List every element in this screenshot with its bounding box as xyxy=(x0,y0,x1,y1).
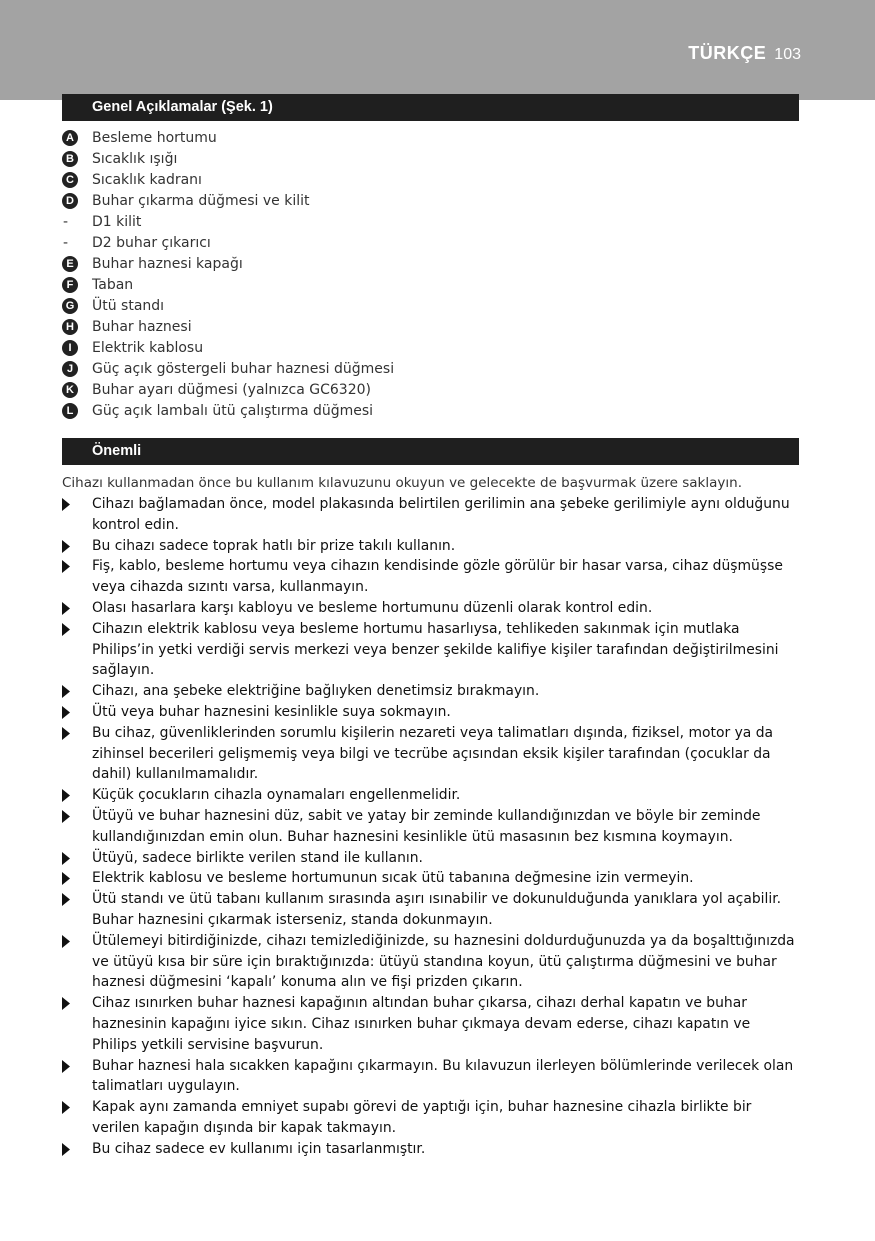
bullet-icon xyxy=(62,727,70,740)
warning-text: Küçük çocukların cihazla oynamaları engellenmelidir. xyxy=(92,787,461,804)
bullet-icon xyxy=(62,810,70,823)
warning-text: Ütüyü ve buhar haznesini düz, sabit ve yatay bir zeminde kullandığınızdan ve böyle bir zeminde kullandığınızdan emin olun. Buhar haznesini kesinlikle ütü masasının bez kısmına koymayın. xyxy=(92,807,761,845)
warning-text: Cihazı bağlamadan önce, model plakasında belirtilen gerilimin ana şebeke gerilimiyle aynı olduğunu kontrol edin. xyxy=(92,496,790,533)
dash-marker: - xyxy=(63,234,69,251)
part-marker xyxy=(62,256,92,272)
warning-item xyxy=(62,1097,799,1139)
warning-text: Cihazı, ana şebeke elektriğine bağlıyken denetimsiz bırakmayın. xyxy=(92,683,540,700)
part-label: Sıcaklık kadranı xyxy=(92,171,202,188)
part-item xyxy=(62,295,799,316)
part-marker xyxy=(62,277,92,293)
part-item xyxy=(62,316,799,337)
part-marker xyxy=(62,298,92,314)
bullet-icon xyxy=(62,602,70,615)
part-letter-badge: H xyxy=(62,319,78,335)
bullet-icon xyxy=(62,685,70,698)
part-letter-badge: J xyxy=(62,361,78,377)
warning-item xyxy=(62,806,799,848)
bullet-icon xyxy=(62,852,70,865)
warning-item xyxy=(62,868,799,889)
bullet-icon xyxy=(62,1101,70,1114)
part-item xyxy=(62,190,799,211)
part-marker xyxy=(62,361,92,377)
warning-item xyxy=(62,848,799,869)
warning-item xyxy=(62,494,799,536)
bullet-icon xyxy=(62,540,70,553)
part-item xyxy=(62,148,799,169)
bullet-icon xyxy=(62,789,70,802)
part-item xyxy=(62,127,799,148)
bullet-icon xyxy=(62,935,70,948)
part-marker xyxy=(62,319,92,335)
warning-item xyxy=(62,598,799,619)
page-number: 103 xyxy=(774,46,801,63)
warning-text: Cihaz ısınırken buhar haznesi kapağının altından buhar çıkarsa, cihazı derhal kapatın ve buhar haznesinin kapağını iyice sıkın. Cihaz ısınırken buhar çıkmaya devam ederse, cihazı kapatın ve Philips yetkili servisine başvurun. xyxy=(92,995,751,1053)
part-marker xyxy=(62,193,92,209)
warning-text: Buhar haznesi hala sıcakken kapağını çıkarmayın. Bu kılavuzun ilerleyen bölümlerinde verilecek olan talimatları uygulayın. xyxy=(92,1057,794,1095)
part-marker xyxy=(62,172,92,188)
warnings-list xyxy=(62,494,799,1160)
warning-item xyxy=(62,556,799,598)
warning-text: Cihazın elektrik kablosu veya besleme hortumu hasarlıysa, tehlikeden sakınmak için mutlaka Philips’in yetki verdiği servis merkezi veya benzer şekilde kalifiye kişiler tarafından değiştirilmesini sağlayın. xyxy=(92,620,779,679)
part-marker xyxy=(62,214,92,230)
bullet-icon xyxy=(62,997,70,1010)
warning-item xyxy=(62,931,799,993)
warning-text: Kapak aynı zamanda emniyet supabı görevi de yaptığı için, buhar haznesine cihazla birlikte bir verilen kapağın dışında bir kapak takmayın. xyxy=(92,1099,752,1136)
part-item xyxy=(62,337,799,358)
part-marker xyxy=(62,235,92,251)
part-item xyxy=(62,211,799,232)
part-label: Buhar haznesi xyxy=(92,318,192,335)
bullet-icon xyxy=(62,706,70,719)
part-label: Sıcaklık ışığı xyxy=(92,150,178,167)
part-label: D2 buhar çıkarıcı xyxy=(92,234,211,251)
part-item xyxy=(62,274,799,295)
part-item xyxy=(62,232,799,253)
part-marker xyxy=(62,403,92,419)
part-marker xyxy=(62,340,92,356)
section-heading-general: Genel Açıklamalar (Şek. 1) xyxy=(62,94,799,121)
bullet-icon xyxy=(62,560,70,573)
warning-item xyxy=(62,993,799,1055)
warning-text: Ütüyü, sadece birlikte verilen stand ile kullanın. xyxy=(92,849,423,866)
bullet-icon xyxy=(62,1143,70,1156)
bullet-icon xyxy=(62,872,70,885)
warning-item xyxy=(62,619,799,681)
part-label: Elektrik kablosu xyxy=(92,339,204,356)
bullet-icon xyxy=(62,498,70,511)
part-item xyxy=(62,253,799,274)
part-label: Buhar ayarı düğmesi (yalnızca GC6320) xyxy=(92,381,371,398)
warning-text: Elektrik kablosu ve besleme hortumunun sıcak ütü tabanına değmesine izin vermeyin. xyxy=(92,870,694,887)
part-marker xyxy=(62,382,92,398)
part-label: Besleme hortumu xyxy=(92,129,217,146)
part-item xyxy=(62,379,799,400)
part-letter-badge: C xyxy=(62,172,78,188)
warning-text: Ütülemeyi bitirdiğinizde, cihazı temizlediğinizde, su haznesini doldurduğunuzda ya da boşalttığınızda ve ütüyü kısa bir süre için bıraktığınızda: ütüyü standına koyun, ütü çalıştırma düğmesini ve buhar haznesi düğmesini ‘kapalı’ konuma alın ve fişi prizden çıkarın. xyxy=(92,932,795,991)
part-label: Buhar çıkarma düğmesi ve kilit xyxy=(92,192,310,209)
part-item xyxy=(62,358,799,379)
part-letter-badge: I xyxy=(62,340,78,356)
warning-text: Olası hasarlara karşı kabloyu ve besleme hortumunu düzenli olarak kontrol edin. xyxy=(92,599,653,616)
part-letter-badge: L xyxy=(62,403,78,419)
part-label: Ütü standı xyxy=(92,297,165,314)
warning-item xyxy=(62,1056,799,1098)
page-header xyxy=(688,43,801,64)
part-label: Güç açık göstergeli buhar haznesi düğmesi xyxy=(92,360,395,377)
part-letter-badge: A xyxy=(62,130,78,146)
part-letter-badge: F xyxy=(62,277,78,293)
warning-item xyxy=(62,536,799,557)
warning-item xyxy=(62,681,799,702)
part-letter-badge: E xyxy=(62,256,78,272)
warning-text: Ütü veya buhar haznesini kesinlikle suya sokmayın. xyxy=(92,703,451,720)
important-intro: Cihazı kullanmadan önce bu kullanım kılavuzunu okuyun ve gelecekte de başvurmak üzere saklayın. xyxy=(62,475,742,491)
part-label: Taban xyxy=(92,276,134,293)
warning-text: Bu cihaz, güvenliklerinden sorumlu kişilerin nezareti veya talimatları dışında, fiziksel, motor ya da zihinsel becerileri gelişmemiş veya bilgi ve tecrübe açısından eksik kişiler tarafından (çocuklar da dahil) kullanılmamalıdır. xyxy=(92,724,774,783)
warning-item xyxy=(62,1139,799,1160)
warning-item xyxy=(62,889,799,931)
part-item xyxy=(62,169,799,190)
part-label: D1 kilit xyxy=(92,213,142,230)
part-letter-badge: D xyxy=(62,193,78,209)
part-letter-badge: K xyxy=(62,382,78,398)
bullet-icon xyxy=(62,623,70,636)
parts-list xyxy=(62,127,799,421)
part-marker xyxy=(62,151,92,167)
part-label: Buhar haznesi kapağı xyxy=(92,255,243,272)
warning-text: Fiş, kablo, besleme hortumu veya cihazın kendisinde gözle görülür bir hasar varsa, cihaz düşmüşse veya cihazda sızıntı varsa, kullanmayın. xyxy=(92,558,783,596)
language-label: TÜRKÇE xyxy=(688,43,767,63)
part-letter-badge: G xyxy=(62,298,78,314)
part-item xyxy=(62,400,799,421)
part-label: Güç açık lambalı ütü çalıştırma düğmesi xyxy=(92,402,374,419)
part-marker xyxy=(62,130,92,146)
warning-text: Bu cihaz sadece ev kullanımı için tasarlanmıştır. xyxy=(92,1140,426,1157)
part-letter-badge: B xyxy=(62,151,78,167)
warning-text: Ütü standı ve ütü tabanı kullanım sırasında aşırı ısınabilir ve dokunulduğunda yanıklara yol açabilir. Buhar haznesini çıkarmak isterseniz, standa dokunmayın. xyxy=(92,891,782,928)
dash-marker: - xyxy=(63,213,69,230)
bullet-icon xyxy=(62,893,70,906)
warning-item xyxy=(62,785,799,806)
warning-item xyxy=(62,702,799,723)
warning-text: Bu cihazı sadece toprak hatlı bir prize takılı kullanın. xyxy=(92,537,456,554)
bullet-icon xyxy=(62,1060,70,1073)
warning-item xyxy=(62,723,799,785)
section-heading-important: Önemli xyxy=(62,438,799,465)
